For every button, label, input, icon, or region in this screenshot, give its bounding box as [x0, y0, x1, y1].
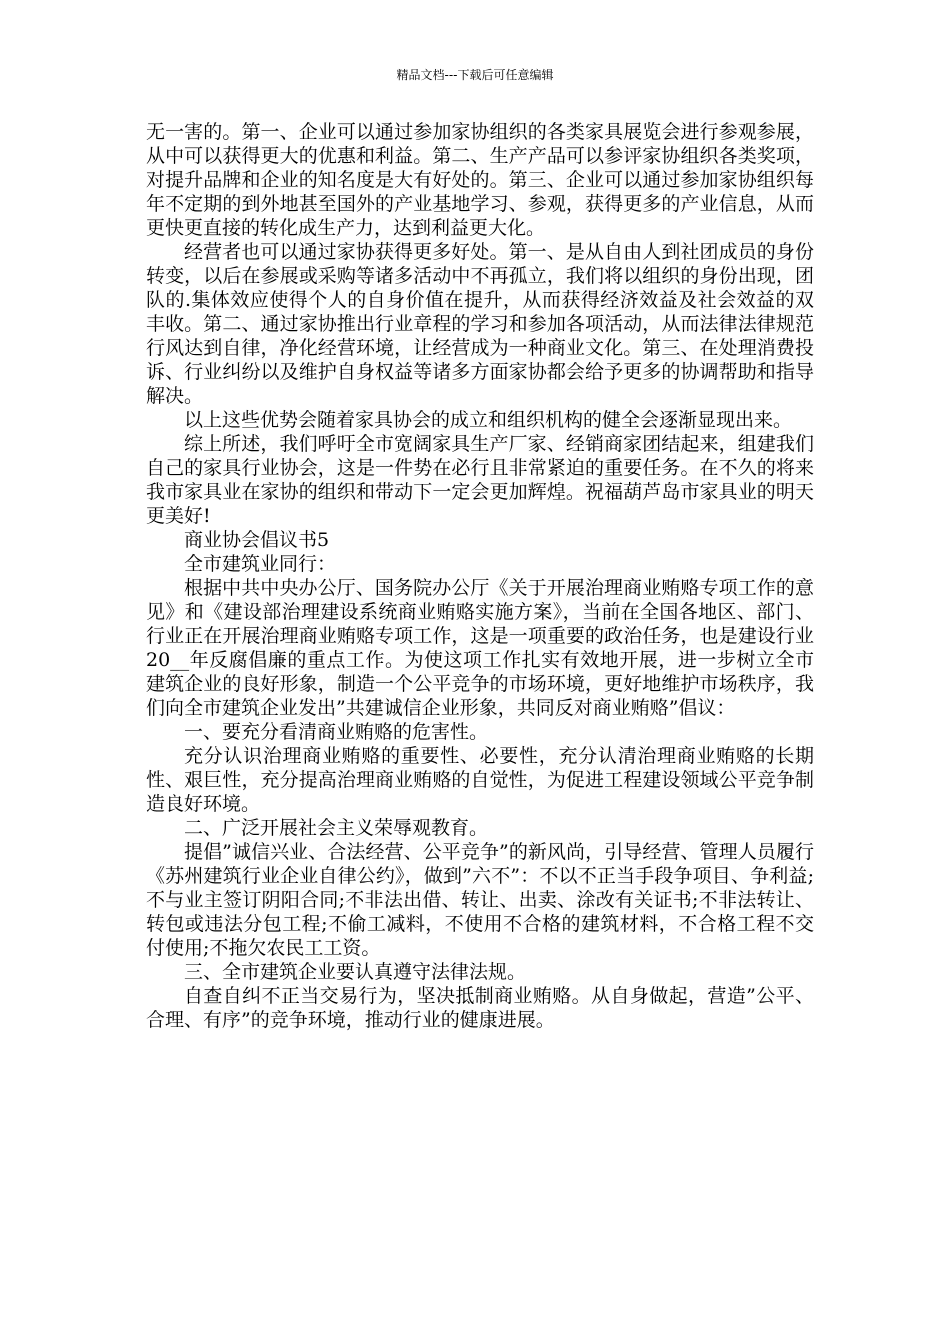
paragraph-3: 以上这些优势会随着家具协会的成立和组织机构的健全会逐渐显现出来。: [184, 409, 793, 431]
paragraph-1: 无一害的。第一、企业可以通过参加家协组织的各类家具展览会进行参观参展，从中可以获得更大的优惠和利益。第二、生产产品可以参评家协组织各类奖项，对提升品牌和企业的知名度是大有好处的。第三、企业可以通过参加家协组织每年不定期的到外地甚至国外的产业基地学习、参观，获得更多的产业信息，从而更快更直接的转化成生产力，达到利益更大化。: [146, 121, 814, 239]
document-body: [146, 120, 814, 1032]
page-header: 精品文档---下载后可任意编辑: [396, 68, 554, 82]
paragraph-2: 经营者也可以通过家协获得更多好处。第一、是从自由人到社团成员的身份转变，以后在参展或采购等诸多活动中不再孤立，我们将以组织的身份出现，团队的.集体效应使得个人的自身价值在提升，从而获得经济效益及社会效益的双丰收。第二、通过家协推出行业章程的学习和参加各项活动，从而法律法律规范行风达到自律，净化经营环境，让经营成为一种商业文化。第三、在处理消费投诉、行业纠纷以及维护自身权益等诸多方面家协都会给予更多的协调帮助和指导解决。: [146, 241, 814, 407]
paragraph-4: 综上所述，我们呼吁全市宽阔家具生产厂家、经销商家团结起来，组建我们自己的家具行业协会，这是一件势在必行且非常紧迫的重要任务。在不久的将来我市家具业在家协的组织和带动下一定会更加辉煌。祝福葫芦岛市家具业的明天更美好!: [146, 433, 814, 527]
heading-3: 三、全市建筑企业要认真遵守法律法规。: [184, 961, 527, 983]
heading-2: 二、广泛开展社会主义荣辱观教育。: [184, 817, 489, 839]
paragraph-11: 提倡”诚信兴业、合法经营、公平竞争”的新风尚，引导经营、管理人员履行《苏州建筑行业企业自律公约》，做到”六不”：不以不正当手段争项目、争利益;不与业主签订阴阳合同;不非法出借、转让、出卖、涂改有关证书;不非法转让、转包或违法分包工程;不偷工减料，不使用不合格的建筑材料，不合格工程不交付使用;不拖欠农民工工资。: [146, 841, 814, 959]
salutation: 全市建筑业同行：: [184, 553, 337, 575]
heading-1: 一、要充分看清商业贿赂的危害性。: [184, 721, 489, 743]
section-title: 商业协会倡议书5: [184, 529, 330, 551]
paragraph-7: 根据中共中央办公厅、国务院办公厅《关于开展治理商业贿赂专项工作的意见》和《建设部治理建设系统商业贿赂实施方案》，当前在全国各地区、部门、行业正在开展治理商业贿赂专项工作，这是一项重要的政治任务，也是建设行业20__年反腐倡廉的重点工作。为使这项工作扎实有效地开展，进一步树立全市建筑企业的良好形象，制造一个公平竞争的市场环境，更好地维护市场秩序，我们向全市建筑企业发出”共建诚信企业形象，共同反对商业贿赂”倡议：: [146, 577, 814, 719]
paragraph-13: 自查自纠不正当交易行为，坚决抵制商业贿赂。从自身做起，营造”公平、合理、有序”的竞争环境，推动行业的健康进展。: [146, 985, 814, 1031]
paragraph-9: 充分认识治理商业贿赂的重要性、必要性，充分认清治理商业贿赂的长期性、艰巨性，充分提高治理商业贿赂的自觉性，为促进工程建设领域公平竞争制造良好环境。: [146, 745, 814, 815]
